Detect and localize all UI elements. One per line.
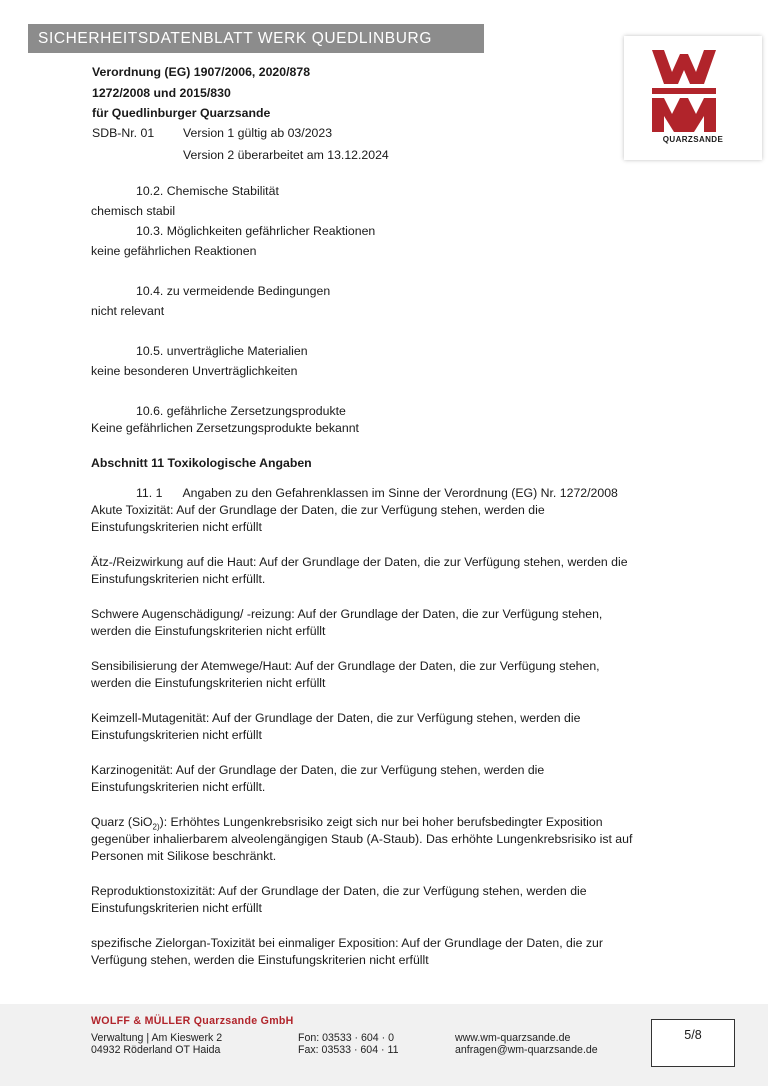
- heading-11-1-text: Angaben zu den Gefahrenklassen im Sinne der Verordnung (EG) Nr. 1272/2008: [182, 486, 618, 500]
- text-10-3: keine gefährlichen Reaktionen: [91, 244, 257, 258]
- acute-toxicity-line-2: Einstufungskriterien nicht erfüllt: [91, 520, 262, 534]
- footer-company: WOLFF & MÜLLER Quarzsande GmbH: [91, 1015, 294, 1027]
- footer-email-link[interactable]: anfragen@wm-quarzsande.de: [455, 1044, 598, 1056]
- product-name: für Quedlinburger Quarzsande: [92, 106, 271, 120]
- sensitisation-line-1: Sensibilisierung der Atemwege/Haut: Auf der Grundlage der Daten, die zur Verfügung stehen,: [91, 659, 600, 673]
- regulation-line-1: Verordnung (EG) 1907/2006, 2020/878: [92, 65, 311, 79]
- heading-10-5: 10.5. unverträgliche Materialien: [136, 344, 308, 358]
- footer-fax: Fax: 03533 · 604 · 11: [298, 1044, 399, 1056]
- heading-11-1-number: 11. 1: [136, 486, 163, 500]
- regulation-line-2: 1272/2008 und 2015/830: [92, 86, 231, 100]
- document-banner: SICHERHEITSDATENBLATT WERK QUEDLINBURG: [28, 24, 484, 53]
- carcinogenicity-line-2: Einstufungskriterien nicht erfüllt.: [91, 780, 266, 794]
- page-number: 5/8: [651, 1019, 735, 1067]
- wm-logo-icon: [648, 50, 738, 132]
- heading-11-1: [136, 486, 618, 500]
- quartz-line-2: gegenüber inhalierbarem alveolengängigen Staub (A-Staub). Das erhöhte Lungenkrebsrisiko ist auf: [91, 832, 633, 846]
- quartz-subscript: 2): [152, 822, 160, 832]
- sensitisation-line-2: werden die Einstufungskriterien nicht erfüllt: [91, 676, 326, 690]
- eye-damage-line-2: werden die Einstufungskriterien nicht erfüllt: [91, 624, 326, 638]
- eye-damage-line-1: Schwere Augenschädigung/ -reizung: Auf der Grundlage der Daten, die zur Verfügung stehen,: [91, 607, 603, 621]
- acute-toxicity-line-1: Akute Toxizität: Auf der Grundlage der Daten, die zur Verfügung stehen, werden die: [91, 503, 545, 517]
- heading-10-3: 10.3. Möglichkeiten gefährlicher Reaktionen: [136, 224, 376, 238]
- footer-address-line-1: Verwaltung | Am Kieswerk 2: [91, 1032, 223, 1044]
- mutagenicity-line-1: Keimzell-Mutagenität: Auf der Grundlage der Daten, die zur Verfügung stehen, werden die: [91, 711, 581, 725]
- text-10-6: Keine gefährlichen Zersetzungsprodukte bekannt: [91, 421, 359, 435]
- sdb-number-row: [92, 126, 333, 140]
- carcinogenicity-line-1: Karzinogenität: Auf der Grundlage der Daten, die zur Verfügung stehen, werden die: [91, 763, 545, 777]
- mutagenicity-line-2: Einstufungskriterien nicht erfüllt: [91, 728, 262, 742]
- footer-address-line-2: 04932 Röderland OT Haida: [91, 1044, 221, 1056]
- section-11-title: Abschnitt 11 Toxikologische Angaben: [91, 456, 312, 470]
- stot-line-1: spezifische Zielorgan-Toxizität bei einmaliger Exposition: Auf der Grundlage der Daten, die zur: [91, 936, 603, 950]
- heading-10-2: 10.2. Chemische Stabilität: [136, 184, 279, 198]
- heading-10-4: 10.4. zu vermeidende Bedingungen: [136, 284, 331, 298]
- version-1: Version 1 gültig ab 03/2023: [183, 126, 333, 140]
- footer-website-link[interactable]: www.wm-quarzsande.de: [455, 1032, 571, 1044]
- quartz-line-1: [91, 815, 603, 831]
- sdb-number: SDB-Nr. 01: [92, 126, 155, 140]
- heading-10-6: 10.6. gefährliche Zersetzungsprodukte: [136, 404, 346, 418]
- footer-phone: Fon: 03533 · 604 · 0: [298, 1032, 394, 1044]
- version-2: Version 2 überarbeitet am 13.12.2024: [183, 148, 389, 162]
- text-10-5: keine besonderen Unverträglichkeiten: [91, 364, 298, 378]
- reproductive-toxicity-line-2: Einstufungskriterien nicht erfüllt: [91, 901, 262, 915]
- text-10-2: chemisch stabil: [91, 204, 176, 218]
- quartz-line-3: Personen mit Silikose beschränkt.: [91, 849, 277, 863]
- reproductive-toxicity-line-1: Reproduktionstoxizität: Auf der Grundlage der Daten, die zur Verfügung stehen, werden die: [91, 884, 587, 898]
- company-logo: [624, 36, 762, 160]
- skin-corrosion-line-1: Ätz-/Reizwirkung auf die Haut: Auf der Grundlage der Daten, die zur Verfügung stehen, werden die: [91, 555, 628, 569]
- stot-line-2: Verfügung stehen, werden die Einstufungskriterien nicht erfüllt: [91, 953, 429, 967]
- logo-text: QUARZSANDE: [662, 135, 724, 144]
- skin-corrosion-line-2: Einstufungskriterien nicht erfüllt.: [91, 572, 266, 586]
- text-10-4: nicht relevant: [91, 304, 165, 318]
- quartz-line-1-rest: ): Erhöhtes Lungenkrebsrisiko zeigt sich nur bei hoher berufsbedingter Exposition: [159, 815, 603, 829]
- quartz-prefix: Quarz (SiO: [91, 815, 153, 829]
